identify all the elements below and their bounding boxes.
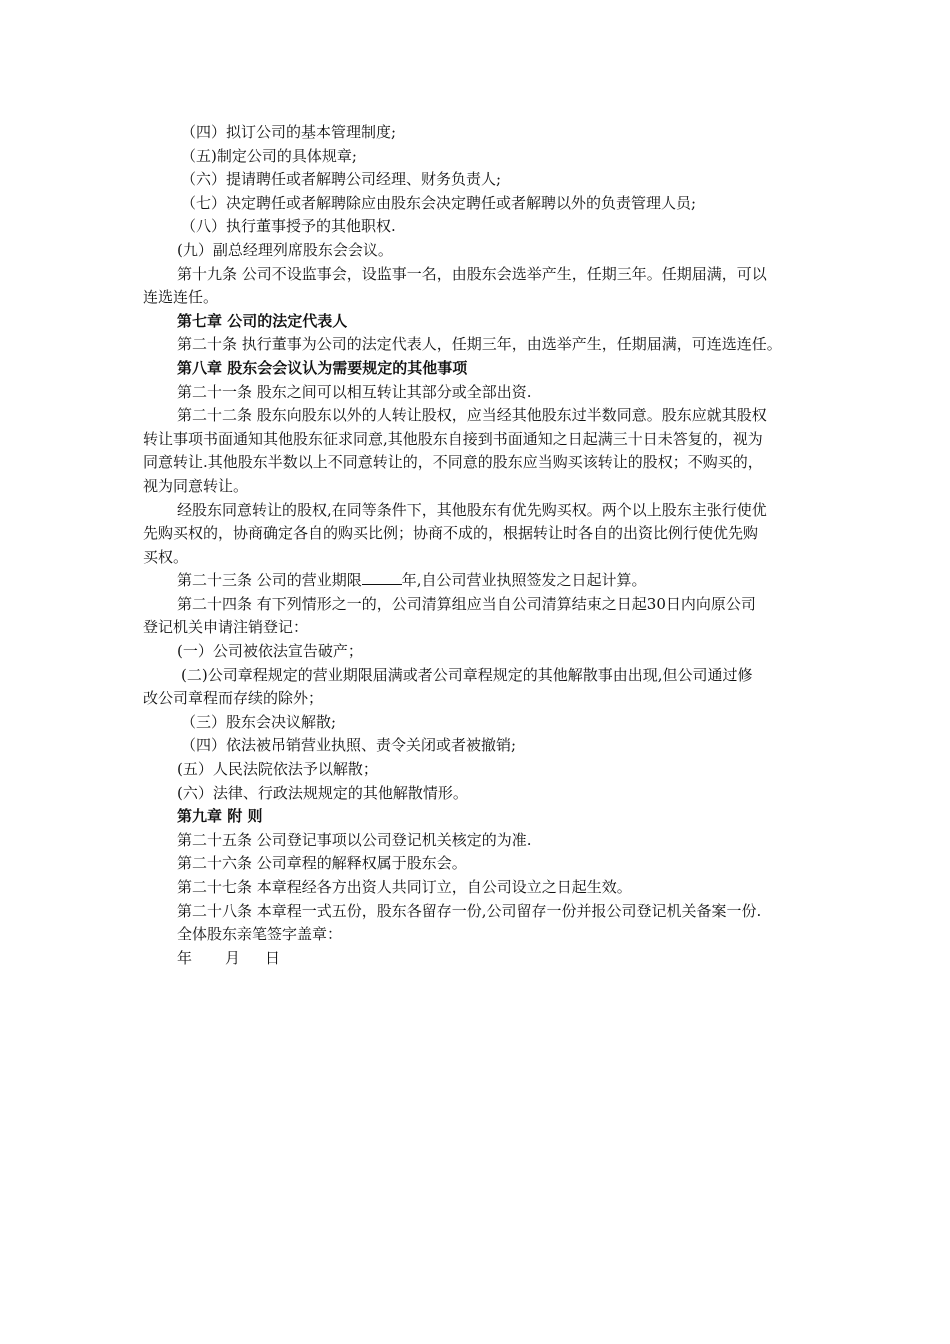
article-21: 第二十一条 股东之间可以相互转让其部分或全部出资. [177, 382, 532, 401]
item-6: （六）提请聘任或者解聘公司经理、财务负责人; [181, 170, 502, 189]
article-19: 第十九条 公司不设监事会，设监事一名，由股东会选举产生，任期三年。任期届满，可以 [177, 264, 767, 283]
article-28: 第二十八条 本章程一式五份，股东各留存一份,公司留存一份并报公司登记机关备案一份. [177, 901, 762, 920]
chapter-8-heading: 第八章 股东会会议认为需要规定的其他事项 [177, 358, 468, 377]
article-25: 第二十五条 公司登记事项以公司登记机关核定的为准. [177, 830, 532, 849]
article-22-cont-3: 视为同意转让。 [143, 476, 249, 495]
date-year-label: 年 [177, 948, 193, 967]
article-26: 第二十六条 公司章程的解释权属于股东会。 [177, 854, 467, 873]
dissolution-item-3: （三）股东会决议解散; [181, 712, 337, 731]
article-22-para-2-cont-1: 先购买权的，协商确定各自的购买比例；协商不成的，根据转让时各自的出资比例行使优先购 [143, 524, 759, 543]
chapter-7-heading: 第七章 公司的法定代表人 [177, 311, 348, 330]
article-22: 第二十二条 股东向股东以外的人转让股权，应当经其他股东过半数同意。股东应就其股权 [177, 406, 767, 425]
article-24: 第二十四条 有下列情形之一的，公司清算组应当自公司清算结束之日起30日内向原公司 [177, 594, 756, 613]
article-24-cont: 登记机关申请注销登记： [143, 618, 309, 637]
date-day-label: 日 [265, 948, 281, 967]
article-23-text-a: 第二十三条 公司的营业期限 [177, 571, 362, 590]
document-body [143, 121, 823, 970]
article-23-text-b: 年,自公司营业执照签发之日起计算。 [401, 571, 647, 590]
item-9: (九）副总经理列席股东会会议。 [177, 240, 393, 259]
signature-label: 全体股东亲笔签字盖章： [177, 925, 343, 944]
article-23 [143, 569, 823, 593]
term-blank-field[interactable] [362, 570, 402, 585]
article-22-para-2: 经股东同意转让的股权,在同等条件下，其他股东有优先购买权。两个以上股东主张行使优 [177, 500, 767, 519]
dissolution-item-6: (六）法律、行政法规规定的其他解散情形。 [177, 783, 468, 802]
item-8: （八）执行董事授予的其他职权. [181, 217, 396, 236]
dissolution-item-5: (五）人民法院依法予以解散； [177, 760, 378, 779]
signature-date [143, 947, 823, 971]
article-19-cont: 连选连任。 [143, 288, 219, 307]
dissolution-item-1: (一）公司被依法宣告破产； [177, 642, 363, 661]
article-20: 第二十条 执行董事为公司的法定代表人，任期三年，由选举产生，任期届满，可连选连任。 [177, 335, 782, 354]
chapter-9-heading: 第九章 附 则 [177, 807, 263, 826]
article-22-cont-2: 同意转让.其他股东半数以上不同意转让的，不同意的股东应当购买该转让的股权；不购买的， [143, 453, 763, 472]
item-5: （五)制定公司的具体规章; [181, 146, 357, 165]
article-22-cont-1: 转让事项书面通知其他股东征求同意,其他股东自接到书面通知之日起满三十日未答复的，视为 [143, 429, 763, 448]
item-4: （四）拟订公司的基本管理制度; [181, 123, 397, 141]
dissolution-item-2-cont: 改公司章程而存续的除外； [143, 689, 324, 708]
item-7: （七）决定聘任或者解聘除应由股东会决定聘任或者解聘以外的负责管理人员; [181, 193, 697, 212]
dissolution-item-4: （四）依法被吊销营业执照、责令关闭或者被撤销; [181, 736, 517, 755]
article-22-para-2-cont-2: 买权。 [143, 547, 189, 566]
dissolution-item-2: (二)公司章程规定的营业期限届满或者公司章程规定的其他解散事由出现,但公司通过修 [181, 665, 753, 684]
article-27: 第二十七条 本章程经各方出资人共同订立，自公司设立之日起生效。 [177, 878, 632, 896]
date-month-label: 月 [225, 948, 241, 967]
